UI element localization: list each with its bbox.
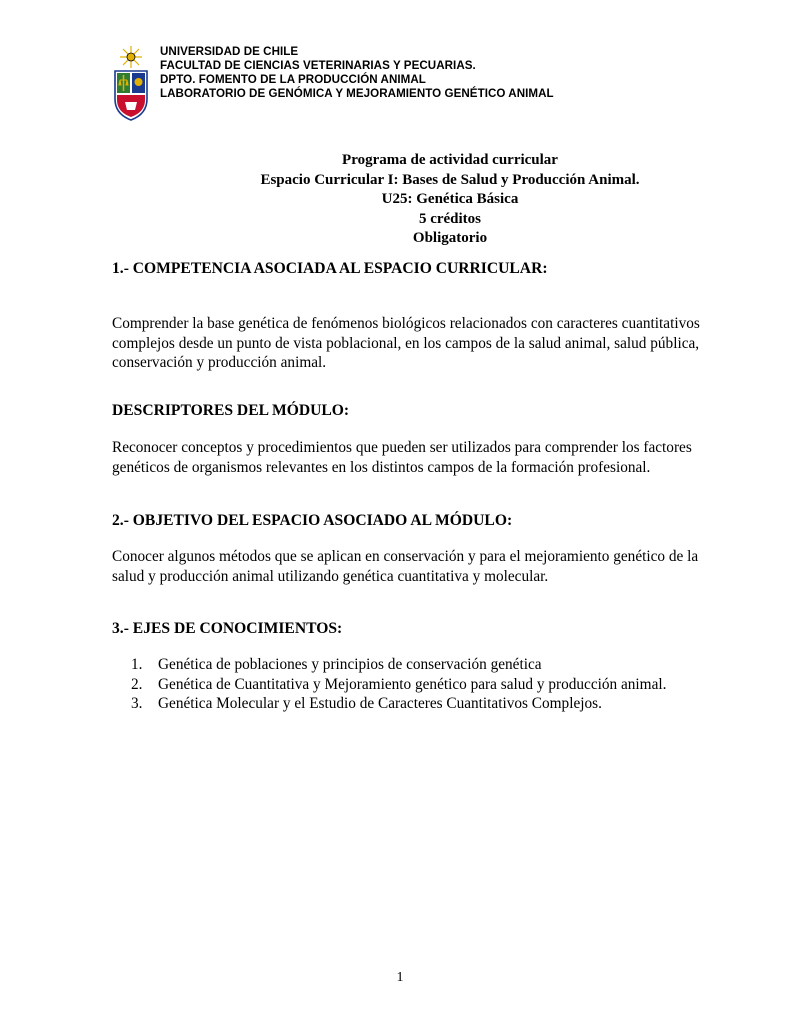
descriptors-paragraph [112, 438, 732, 477]
page-number: 1 [396, 970, 404, 985]
list-item [131, 675, 666, 695]
course-code: U25: Genética Básica [381, 191, 519, 207]
paragraph-line: conservación y producción animal. [112, 354, 327, 371]
institution-line-university: UNIVERSIDAD DE CHILE [160, 45, 299, 58]
curricular-space: Espacio Curricular I: Bases de Salud y Producción Animal. [260, 171, 640, 188]
section1-heading: 1.- COMPETENCIA ASOCIADA AL ESPACIO CURRICULAR: [112, 260, 548, 277]
section2-paragraph [112, 547, 732, 586]
knowledge-axes-list [131, 655, 666, 714]
university-crest-icon [111, 44, 151, 122]
list-item-number: 3. [131, 695, 143, 712]
section1-paragraph [112, 314, 732, 373]
section2-heading: 2.- OBJETIVO DEL ESPACIO ASOCIADO AL MÓDULO: [112, 512, 513, 529]
paragraph-line: genéticos de organismos relevantes en los distintos campos de la formación profesional. [112, 458, 651, 476]
paragraph-line: salud y producción animal utilizando genética cuantitativa y molecular. [112, 567, 549, 585]
section3-heading: 3.- EJES DE CONOCIMIENTOS: [112, 620, 343, 637]
descriptors-heading: DESCRIPTORES DEL MÓDULO: [112, 402, 350, 419]
list-item [131, 694, 666, 714]
list-item-text: Genética de Cuantitativa y Mejoramiento genético para salud y producción animal. [158, 675, 667, 693]
program-title-block [190, 151, 710, 249]
credits: 5 créditos [418, 210, 482, 227]
list-item [131, 655, 666, 675]
institution-line-faculty: FACULTAD DE CIENCIAS VETERINARIAS Y PECUARIAS. [160, 59, 476, 72]
paragraph-line: Conocer algunos métodos que se aplican en conservación y para el mejoramiento genético de la [112, 548, 699, 565]
course-type: Obligatorio [412, 230, 488, 246]
paragraph-line: complejos desde un punto de vista poblacional, en los campos de la salud animal, salud pública, [112, 334, 700, 352]
program-title: Programa de actividad curricular [342, 152, 558, 168]
paragraph-line: Comprender la base genética de fenómenos biológicos relacionados con caracteres cuantitativos [112, 315, 700, 332]
institution-line-department: DPTO. FOMENTO DE LA PRODUCCIÓN ANIMAL [160, 73, 426, 86]
institution-line-laboratory: LABORATORIO DE GENÓMICA Y MEJORAMIENTO GENÉTICO ANIMAL [160, 87, 554, 100]
list-item-text: Genética Molecular y el Estudio de Caracteres Cuantitativos Complejos. [158, 695, 602, 712]
list-item-number: 1. [131, 656, 143, 673]
list-item-text: Genética de poblaciones y principios de conservación genética [158, 656, 542, 673]
paragraph-line: Reconocer conceptos y procedimientos que pueden ser utilizados para comprender los factores [112, 439, 692, 456]
list-item-number: 2. [131, 675, 143, 693]
institution-header [160, 45, 554, 101]
